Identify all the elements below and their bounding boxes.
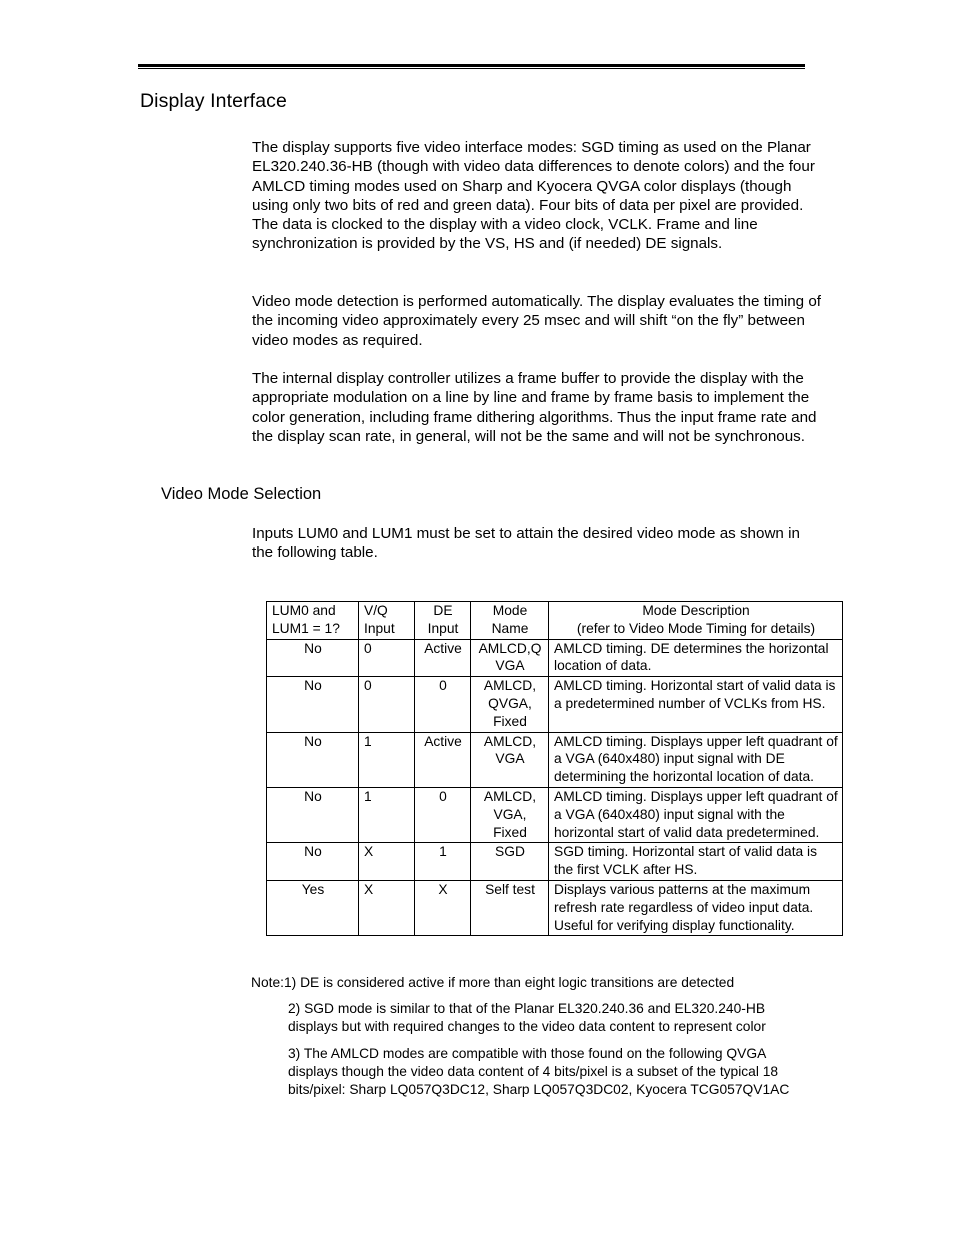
cell-lum: Yes [267, 880, 359, 935]
header-rule-thin [138, 68, 805, 69]
cell-description: SGD timing. Horizontal start of valid data is the first VCLK after HS. [549, 843, 843, 881]
cell-mode-name: AMLCD,Q VGA [471, 639, 549, 677]
cell-vq: 1 [359, 732, 415, 787]
cell-description: AMLCD timing. Horizontal start of valid data is a predetermined number of VCLKs from HS. [549, 677, 843, 732]
note-1: Note:1) DE is considered active if more than eight logic transitions are detected [251, 975, 735, 990]
cell-de: 0 [415, 787, 471, 842]
paragraph-interface-modes: The display supports five video interface modes: SGD timing as used on the Planar EL320.240.36-HB (though with video data differences to denote colors) and the four AMLCD timing modes used on Sharp and Kyocera QVGA color displays (though using only two bits of red and green data). Four bits of data per pixel are provided. The data is clocked to the display with a video clock, VCLK. Frame and line synchronization is provided by the VS, HS and (if needed) DE signals. [252, 139, 815, 253]
header-vq: V/Q Input [359, 602, 415, 640]
cell-mode-name: AMLCD, VGA [471, 732, 549, 787]
table-row [267, 843, 843, 881]
paragraph-table-intro: Inputs LUM0 and LUM1 must be set to attain the desired video mode as shown in the following table. [252, 525, 800, 562]
cell-description: Displays various patterns at the maximum refresh rate regardless of video input data. Useful for verifying display functionality. [549, 880, 843, 935]
cell-lum: No [267, 639, 359, 677]
subsection-heading: Video Mode Selection [161, 485, 322, 503]
cell-vq: X [359, 880, 415, 935]
header-de: DE Input [415, 602, 471, 640]
cell-de: 0 [415, 677, 471, 732]
header-mode-name: Mode Name [471, 602, 549, 640]
table-header-row [267, 602, 843, 640]
section-heading: Display Interface [140, 90, 287, 112]
paragraph-mode-detection: Video mode detection is performed automatically. The display evaluates the timing of the incoming video approximately every 25 msec and will shift “on the fly” between video modes as required. [252, 293, 822, 349]
cell-mode-name: AMLCD, QVGA, Fixed [471, 677, 549, 732]
note-2: 2) SGD mode is similar to that of the Planar EL320.240.36 and EL320.240-HB displays but with required changes to the video data content to represent color [288, 1001, 766, 1034]
cell-de: Active [415, 639, 471, 677]
cell-lum: No [267, 787, 359, 842]
video-mode-table [266, 601, 843, 936]
header-lum: LUM0 and LUM1 = 1? [267, 602, 359, 640]
cell-vq: 0 [359, 677, 415, 732]
header-rule-thick [138, 64, 805, 67]
paragraph-frame-buffer: The internal display controller utilizes a frame buffer to provide the display with the appropriate modulation on a line by line and frame by frame basis to implement the color generation, including frame dithering algorithms. Thus the input frame rate and the display scan rate, in general, will not be the same and will not be synchronous. [252, 370, 817, 445]
table-row [267, 677, 843, 732]
cell-description: AMLCD timing. Displays upper left quadrant of a VGA (640x480) input signal with the horizontal start of valid data predetermined. [549, 787, 843, 842]
cell-lum: No [267, 732, 359, 787]
cell-de: Active [415, 732, 471, 787]
cell-vq: X [359, 843, 415, 881]
table-row [267, 639, 843, 677]
cell-de: X [415, 880, 471, 935]
note-3: 3) The AMLCD modes are compatible with those found on the following QVGA displays though the video data content of 4 bits/pixel is a subset of the typical 18 bits/pixel: Sharp LQ057Q3DC12, Sharp LQ057Q3DC02, Kyocera TCG057QV1AC [288, 1046, 790, 1097]
header-mode-description: Mode Description (refer to Video Mode Timing for details) [549, 602, 843, 640]
cell-vq: 0 [359, 639, 415, 677]
cell-lum: No [267, 677, 359, 732]
cell-vq: 1 [359, 787, 415, 842]
cell-de: 1 [415, 843, 471, 881]
cell-description: AMLCD timing. DE determines the horizontal location of data. [549, 639, 843, 677]
table-row [267, 880, 843, 935]
cell-mode-name: SGD [471, 843, 549, 881]
cell-lum: No [267, 843, 359, 881]
cell-mode-name: Self test [471, 880, 549, 935]
cell-description: AMLCD timing. Displays upper left quadrant of a VGA (640x480) input signal with DE determining the horizontal location of data. [549, 732, 843, 787]
table-row [267, 732, 843, 787]
table-row [267, 787, 843, 842]
cell-mode-name: AMLCD, VGA, Fixed [471, 787, 549, 842]
